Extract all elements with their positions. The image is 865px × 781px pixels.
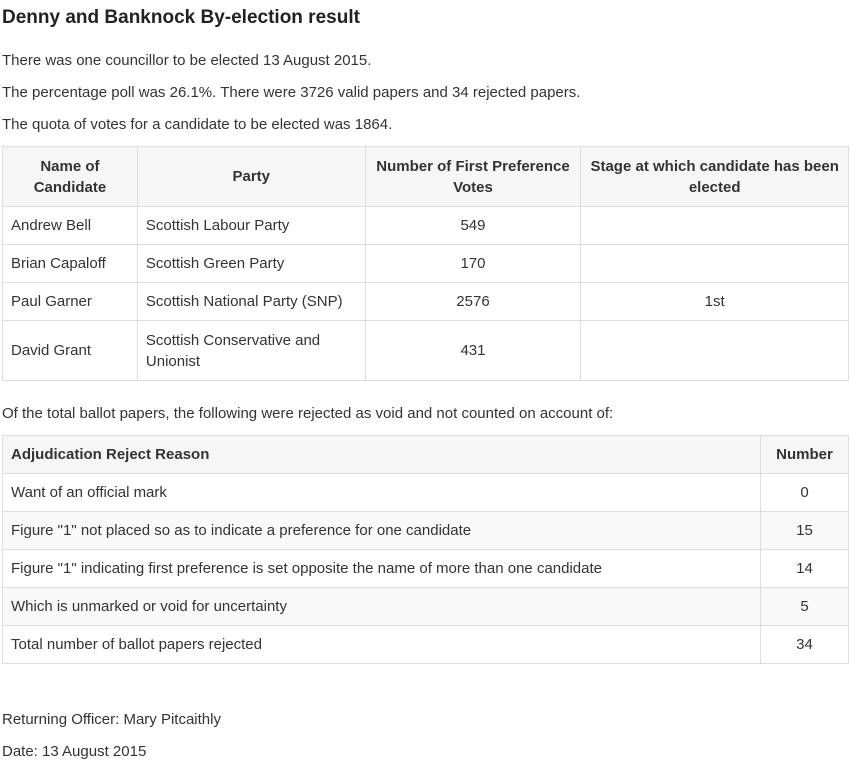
page-title: Denny and Banknock By-election result: [2, 7, 360, 28]
intro-poll: The percentage poll was 26.1%. There were 3726 valid papers and 34 rejected papers.: [2, 84, 581, 101]
candidate-name: Andrew Bell: [3, 207, 138, 245]
col-header-name: Name of Candidate: [3, 147, 138, 207]
col-header-votes: Number of First Preference Votes: [365, 147, 581, 207]
candidate-votes: 549: [365, 207, 581, 245]
candidate-stage: [581, 245, 849, 283]
col-header-stage: Stage at which candidate has been elected: [581, 147, 849, 207]
intro-councillors: There was one councillor to be elected 13 August 2015.: [2, 52, 372, 69]
candidate-votes: 170: [365, 245, 581, 283]
table-row: [3, 550, 849, 588]
reject-reason: Which is unmarked or void for uncertainty: [3, 588, 761, 626]
col-header-number: Number: [761, 436, 849, 474]
rejected-header-row: [3, 436, 849, 474]
candidate-party: Scottish Labour Party: [137, 207, 365, 245]
rejected-table: [2, 435, 849, 664]
candidate-party: Scottish Conservative and Unionist: [137, 321, 365, 381]
table-row: [3, 321, 849, 381]
candidate-stage: 1st: [581, 283, 849, 321]
candidate-votes: 2576: [365, 283, 581, 321]
candidate-name: Paul Garner: [3, 283, 138, 321]
candidate-name: David Grant: [3, 321, 138, 381]
candidate-party: Scottish Green Party: [137, 245, 365, 283]
candidate-stage: [581, 207, 849, 245]
result-date: Date: 13 August 2015: [2, 743, 147, 760]
candidate-name: Brian Capaloff: [3, 245, 138, 283]
reject-count: 0: [761, 474, 849, 512]
reject-reason: Figure "1" indicating first preference is set opposite the name of more than one candidate: [3, 550, 761, 588]
col-header-reason: Adjudication Reject Reason: [3, 436, 761, 474]
reject-count: 14: [761, 550, 849, 588]
reject-reason: Total number of ballot papers rejected: [3, 626, 761, 664]
reject-count: 5: [761, 588, 849, 626]
reject-reason: Want of an official mark: [3, 474, 761, 512]
table-row: [3, 588, 849, 626]
table-row-total: [3, 626, 849, 664]
reject-count: 34: [761, 626, 849, 664]
reject-count: 15: [761, 512, 849, 550]
table-row: [3, 207, 849, 245]
col-header-party: Party: [137, 147, 365, 207]
candidate-votes: 431: [365, 321, 581, 381]
rejected-intro: Of the total ballot papers, the following were rejected as void and not counted on account of:: [2, 405, 614, 422]
table-row: [3, 283, 849, 321]
candidate-stage: [581, 321, 849, 381]
candidates-table: [2, 146, 849, 381]
candidates-header-row: [3, 147, 849, 207]
intro-quota: The quota of votes for a candidate to be elected was 1864.: [2, 116, 393, 133]
table-row: [3, 474, 849, 512]
table-row: [3, 245, 849, 283]
table-row: [3, 512, 849, 550]
candidate-party: Scottish National Party (SNP): [137, 283, 365, 321]
reject-reason: Figure "1" not placed so as to indicate a preference for one candidate: [3, 512, 761, 550]
returning-officer: Returning Officer: Mary Pitcaithly: [2, 711, 221, 728]
